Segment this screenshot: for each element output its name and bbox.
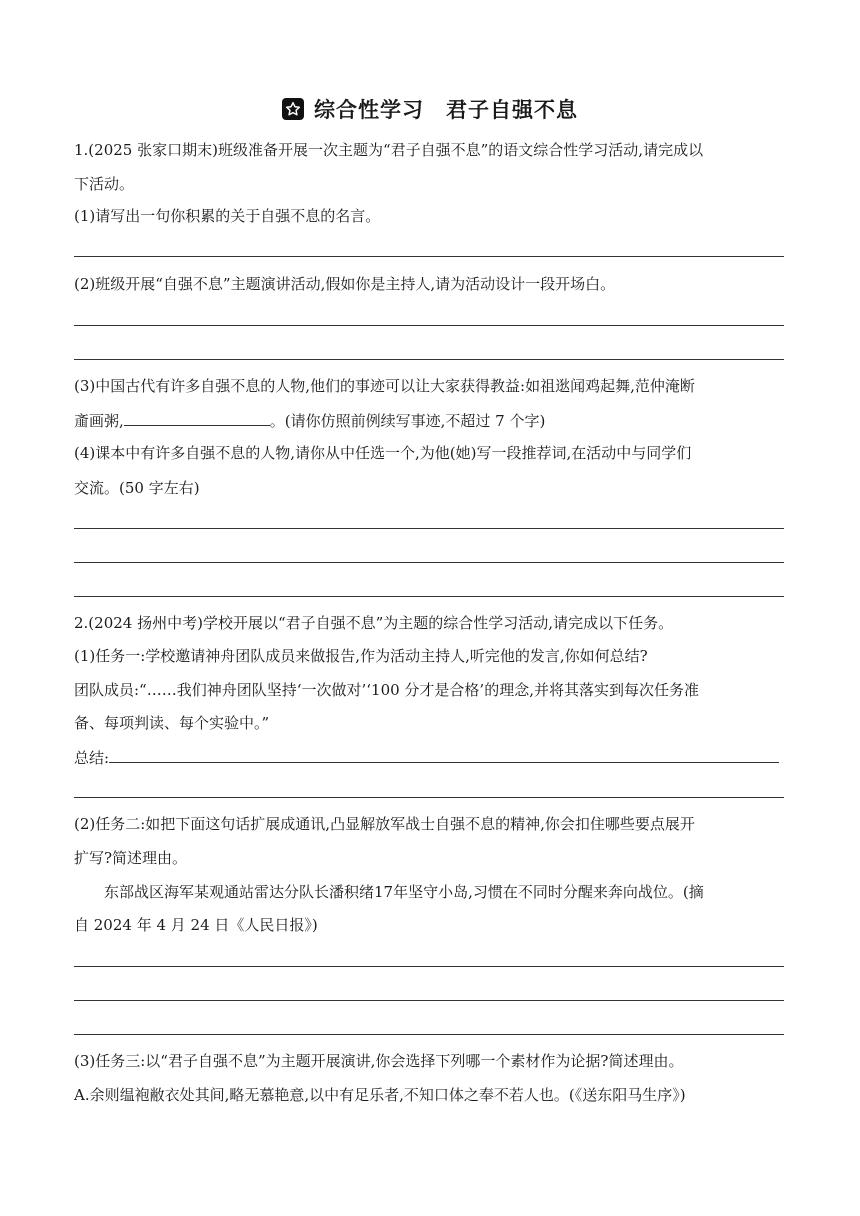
- q2-task2-line2: 扩写?简述理由。: [74, 849, 188, 867]
- answer-line-q1-4b[interactable]: [74, 562, 784, 563]
- q1-part4-line1: (4)课本中有许多自强不息的人物,请你从中任选一个,为他(她)写一段推荐词,在活动中与同学们: [74, 444, 692, 462]
- q1-part3-text-before: 齑画粥,: [74, 412, 124, 430]
- answer-line-q2-2b[interactable]: [74, 1000, 784, 1001]
- q2-task1: (1)任务一:学校邀请神舟团队成员来做报告,作为活动主持人,听完他的发言,你如何总结?: [74, 647, 648, 665]
- fill-in-blank-q1-3[interactable]: [124, 409, 270, 426]
- q2-quote-line1: 团队成员:“……我们神舟团队坚持‘一次做对’‘100 分才是合格’的理念,并将其落实到每次任务准: [74, 681, 699, 699]
- q1-stem-line2: 下活动。: [74, 175, 135, 193]
- q1-part3-text-after: 。(请你仿照前例续写事迹,不超过 7 个字): [269, 412, 546, 430]
- q2-quote-line2: 备、每项判读、每个实验中。”: [74, 714, 270, 732]
- answer-line-q1-2b[interactable]: [74, 359, 784, 360]
- answer-line-q2-2a[interactable]: [74, 966, 784, 967]
- answer-line-q1-2a[interactable]: [74, 325, 784, 326]
- q2-option-a: A.余则缊袍敝衣处其间,略无慕艳意,以中有足乐者,不知口体之奉不若人也。(《送东阳马生序》): [74, 1086, 686, 1104]
- q2-news-line2: 自 2024 年 4 月 24 日《人民日报》): [74, 916, 318, 934]
- summary-answer-line[interactable]: [109, 746, 779, 763]
- answer-line-q2-2c[interactable]: [74, 1034, 784, 1035]
- q2-stem: 2.(2024 扬州中考)学校开展以“君子自强不息”为主题的综合性学习活动,请完成以下任务。: [74, 614, 674, 632]
- q2-summary-row: [74, 746, 786, 768]
- section-title-text: 综合性学习 君子自强不息: [314, 98, 578, 122]
- answer-line-q1-4a[interactable]: [74, 528, 784, 529]
- section-title: [0, 92, 860, 126]
- answer-line-q1-1[interactable]: [74, 256, 784, 257]
- answer-line-q1-4c[interactable]: [74, 596, 784, 597]
- q2-task2-line1: (2)任务二:如把下面这句话扩展成通讯,凸显解放军战士自强不息的精神,你会扣住哪些要点展开: [74, 815, 695, 833]
- star-icon: [282, 98, 304, 120]
- q1-part3-line1: (3)中国古代有许多自强不息的人物,他们的事迹可以让大家获得教益:如祖逖闻鸡起舞,范仲淹断: [74, 377, 695, 395]
- q1-part4-line2: 交流。(50 字左右): [74, 479, 200, 497]
- answer-line-q2-1b[interactable]: [74, 797, 784, 798]
- summary-label: 总结:: [74, 749, 110, 767]
- q1-stem-line1: 1.(2025 张家口期末)班级准备开展一次主题为“君子自强不息”的语文综合性学习活动,请完成以: [74, 141, 704, 159]
- q2-task3: (3)任务三:以“君子自强不息”为主题开展演讲,你会选择下列哪一个素材作为论据?简述理由。: [74, 1052, 684, 1070]
- q1-part1: (1)请写出一句你积累的关于自强不息的名言。: [74, 207, 381, 225]
- q1-part3-line2: [74, 409, 786, 431]
- q1-part2: (2)班级开展“自强不息”主题演讲活动,假如你是主持人,请为活动设计一段开场白。: [74, 275, 616, 293]
- q2-news-line1: 东部战区海军某观通站雷达分队长潘积绪17年坚守小岛,习惯在不同时分醒来奔向战位。(摘: [104, 883, 704, 901]
